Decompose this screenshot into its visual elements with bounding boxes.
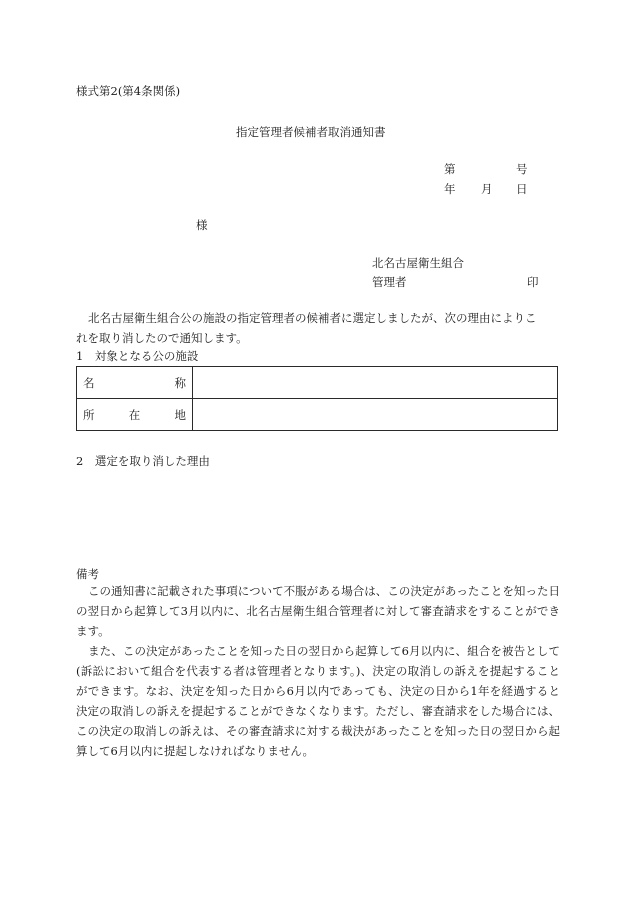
document-title: 指定管理者候補者取消通知書 [236,125,386,139]
notes-heading: 備考 [76,567,99,581]
body-intro-line2: れを取り消したので通知します。 [76,331,248,345]
number-prefix: 第 [444,162,456,176]
table-row [77,399,558,431]
table-row [77,367,558,399]
notes-paragraph-2: また、この決定があったことを知った日の翌日から起算して6月以内に、組合を被告として(訴訟において組合を代表する者は管理者となります。)、決定の取消しの訴えを提起することができます。なお、決定を知った日から6月以内であっても、決定の日から1年を経過すると決定の取消しの訴えを提起することができなくなります。ただし、審査請求をした場合には、この決定の取消しの訴えは、その審査請求に対する裁決があったことを知った日の翌日から起算して6月以内に提起しなければなりません。 [76,644,560,758]
facility-location-value [193,399,558,431]
section1-heading: 1 対象となる公の施設 [76,349,199,363]
form-label: 様式第2(第4条関係) [76,84,181,98]
sender-organization: 北名古屋衛生組合 [372,256,464,270]
section2-heading: 2 選定を取り消した理由 [76,454,210,468]
facility-table [76,366,558,431]
seal-mark: 印 [527,275,539,289]
date-year: 年 [444,182,456,196]
body-intro-line1: 北名古屋衛生組合公の施設の指定管理者の候補者に選定しましたが、次の理由によりこ [88,311,537,325]
notes-body [76,581,560,761]
notes-paragraph-1: この通知書に記載された事項について不服がある場合は、この決定があったことを知った日の翌日から起算して3月以内に、北名古屋衛生組合管理者に対して審査請求をすることができます。 [76,584,560,638]
date-day: 日 [516,182,528,196]
date-month: 月 [481,182,493,196]
facility-name-label: 名称 [77,367,193,399]
facility-name-value [193,367,558,399]
number-suffix: 号 [516,162,528,176]
sender-role: 管理者 [372,275,407,289]
addressee-suffix: 様 [196,218,208,232]
facility-location-label: 所在地 [77,399,193,431]
